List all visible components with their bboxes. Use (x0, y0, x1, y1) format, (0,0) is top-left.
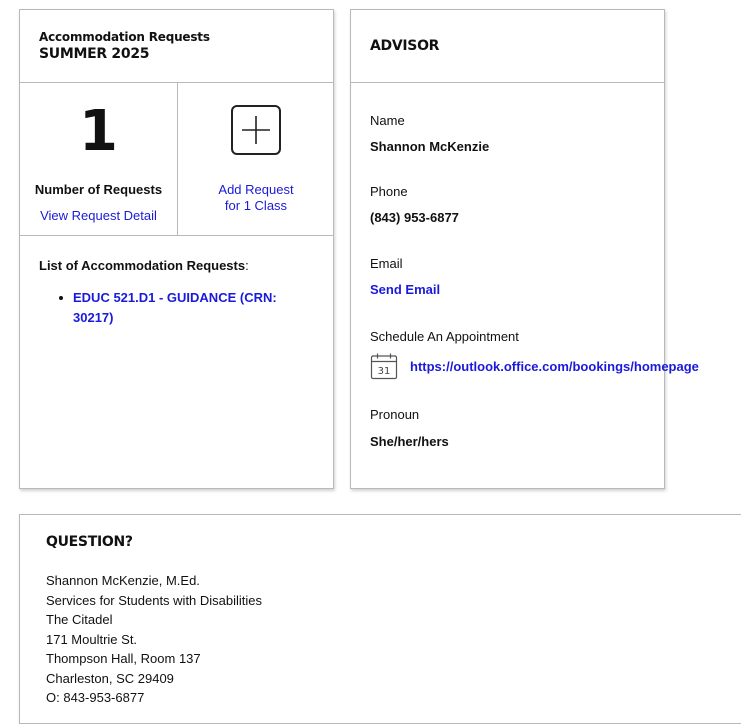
requests-card-header (20, 10, 333, 83)
request-item-link[interactable] (73, 288, 299, 328)
request-count-label: Number of Requests (34, 182, 163, 197)
calendar-day: 31 (377, 366, 391, 377)
contact-line: 171 Moultrie St. (46, 631, 138, 647)
contact-info (46, 571, 262, 708)
phone-label: Phone (370, 184, 408, 199)
appointment-link[interactable]: https://outlook.office.com/bookings/homepage (410, 359, 699, 374)
contact-line: Charleston, SC 29409 (46, 670, 174, 686)
requests-card-title: Accommodation Requests (39, 30, 210, 44)
request-item-line2: 30217) (73, 310, 114, 325)
bullet-icon (59, 296, 63, 300)
plus-icon (233, 107, 279, 153)
add-request-link-line2: for 1 Class (224, 198, 288, 213)
add-request-link[interactable] (178, 182, 334, 214)
pronoun-label: Pronoun (370, 407, 420, 422)
contact-line: Shannon McKenzie, M.Ed. (46, 573, 200, 588)
view-request-detail-link[interactable]: View Request Detail (40, 208, 157, 223)
request-list-title-colon: : (245, 258, 249, 273)
name-value: Shannon McKenzie (370, 139, 490, 154)
add-request-button[interactable] (231, 105, 281, 155)
requests-stats (20, 83, 333, 236)
name-label: Name (370, 113, 405, 128)
add-request-link-line1: Add Request (218, 182, 294, 197)
email-label: Email (370, 256, 403, 271)
request-list (39, 288, 299, 328)
request-list-title-text: List of Accommodation Requests (39, 258, 246, 273)
add-request-panel (178, 83, 334, 235)
advisor-card-header (351, 10, 664, 83)
request-count-panel (20, 83, 178, 235)
request-list-title (39, 258, 249, 273)
contact-line: The Citadel (46, 612, 113, 627)
phone-value: (843) 953-6877 (370, 210, 459, 225)
contact-line: Thompson Hall, Room 137 (46, 651, 201, 666)
advisor-title: ADVISOR (370, 38, 440, 54)
contact-line: O: 843-953-6877 (46, 690, 145, 705)
appointment-label: Schedule An Appointment (370, 329, 519, 344)
calendar-icon (370, 352, 398, 380)
question-title: QUESTION? (46, 534, 133, 550)
term-label: SUMMER 2025 (39, 46, 150, 62)
pronoun-value: She/her/hers (370, 434, 449, 449)
request-item-line1: EDUC 521.D1 - GUIDANCE (CRN: (73, 290, 277, 305)
contact-line: Services for Students with Disabilities (46, 592, 263, 608)
send-email-link[interactable]: Send Email (370, 282, 441, 297)
accommodation-requests-card (19, 9, 334, 489)
request-count: 1 (79, 99, 118, 164)
list-item (73, 288, 299, 328)
advisor-card (350, 9, 699, 489)
question-card (19, 514, 741, 724)
